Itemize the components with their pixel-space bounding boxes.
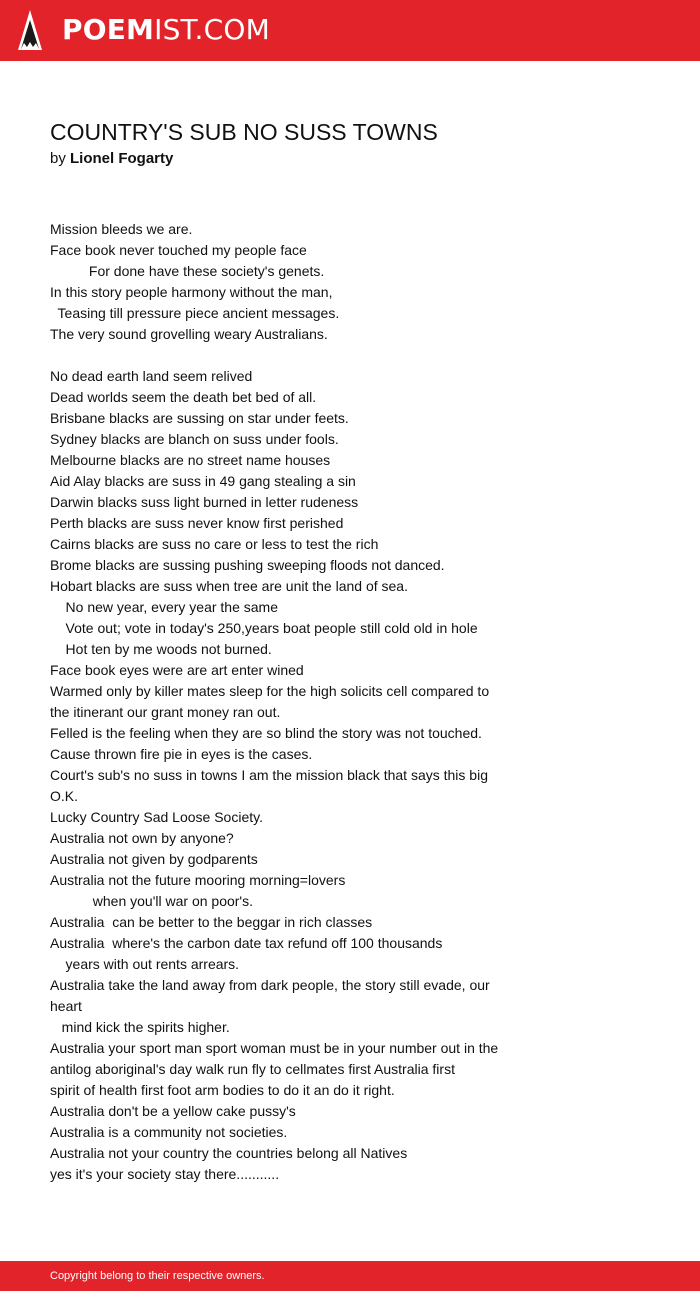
poem-line: Australia is a community not societies.	[50, 1124, 288, 1140]
poem-line: Australia don't be a yellow cake pussy's	[50, 1103, 296, 1119]
poem-line: No dead earth land seem relived	[50, 368, 253, 384]
poem-line: Australia not your country the countries belong all Natives	[50, 1145, 408, 1161]
poem-line: Vote out; vote in today's 250,years boat people still cold old in hole	[50, 620, 478, 636]
poem-author[interactable]: Lionel Fogarty	[70, 150, 174, 167]
poem-line: Cairns blacks are suss no care or less to test the rich	[50, 536, 379, 552]
poem-line: Court's sub's no suss in towns I am the mission black that says this big	[50, 767, 488, 783]
poem-line: Hot ten by me woods not burned.	[50, 641, 272, 657]
poem-line: heart	[50, 998, 82, 1014]
poem-line: Aid Alay blacks are suss in 49 gang stealing a sin	[50, 473, 356, 489]
poem-line: Face book never touched my people face	[50, 242, 307, 258]
poem-line: Warmed only by killer mates sleep for the high solicits cell compared to	[50, 683, 490, 699]
site-footer	[0, 1261, 700, 1291]
poem-line: Hobart blacks are suss when tree are unit the land of sea.	[50, 578, 408, 594]
poem-line: Darwin blacks suss light burned in letter rudeness	[50, 494, 359, 510]
poem-line: years with out rents arrears.	[50, 956, 240, 972]
poem-line: Australia not the future mooring morning=lovers	[50, 872, 346, 888]
poem-body	[50, 219, 570, 1185]
poem-line: when you'll war on poor's.	[50, 893, 253, 909]
poem-line: Mission bleeds we are.	[50, 221, 193, 237]
poem-line: Melbourne blacks are no street name houses	[50, 452, 331, 468]
poem-line: mind kick the spirits higher.	[50, 1019, 230, 1035]
poem-line	[50, 345, 570, 366]
poem-line: Perth blacks are suss never know first perished	[50, 515, 344, 531]
poem-line: antilog aboriginal's day walk run fly to cellmates first Australia first	[50, 1061, 455, 1077]
site-name-light: IST.COM	[154, 13, 270, 46]
poem-line: In this story people harmony without the man,	[50, 284, 333, 300]
poem-line: Brome blacks are sussing pushing sweeping floods not danced.	[50, 557, 445, 573]
site-header	[0, 0, 700, 61]
poem-line: Australia not own by anyone?	[50, 830, 234, 846]
poem-line: Brisbane blacks are sussing on star under feets.	[50, 410, 349, 426]
poem-line: O.K.	[50, 788, 79, 804]
poem-line: Face book eyes were are art enter wined	[50, 662, 304, 678]
poem-line: spirit of health first foot arm bodies to do it an do it right.	[50, 1082, 395, 1098]
poem-line: Dead worlds seem the death bet bed of all.	[50, 389, 317, 405]
poem-line: For done have these society's genets.	[50, 263, 325, 279]
poem-line: the itinerant our grant money ran out.	[50, 704, 281, 720]
poem-line: Lucky Country Sad Loose Society.	[50, 809, 263, 825]
poem-byline	[50, 149, 173, 169]
poem-line: Sydney blacks are blanch on suss under fools.	[50, 431, 339, 447]
copyright-text: Copyright belong to their respective owners.	[50, 1270, 265, 1282]
pencil-icon[interactable]	[17, 9, 43, 51]
poem-line: Australia where's the carbon date tax refund off 100 thousands	[50, 935, 443, 951]
poem-line: Australia take the land away from dark people, the story still evade, our	[50, 977, 490, 993]
poem-line: yes it's your society stay there...........	[50, 1166, 280, 1182]
poem-line: The very sound grovelling weary Australians.	[50, 326, 328, 342]
poem-line: Australia can be better to the beggar in rich classes	[50, 914, 373, 930]
by-label: by	[50, 150, 66, 167]
poem-line: No new year, every year the same	[50, 599, 278, 615]
poem-line: Felled is the feeling when they are so blind the story was not touched.	[50, 725, 482, 741]
site-logo-text[interactable]	[62, 12, 270, 48]
poem-line: Australia your sport man sport woman must be in your number out in the	[50, 1040, 499, 1056]
poem-line: Teasing till pressure piece ancient messages.	[50, 305, 340, 321]
site-name-bold: POEM	[62, 13, 155, 46]
poem-title: COUNTRY'S SUB NO SUSS TOWNS	[50, 119, 438, 145]
poem-line: Cause thrown fire pie in eyes is the cases.	[50, 746, 313, 762]
poem-line: Australia not given by godparents	[50, 851, 258, 867]
